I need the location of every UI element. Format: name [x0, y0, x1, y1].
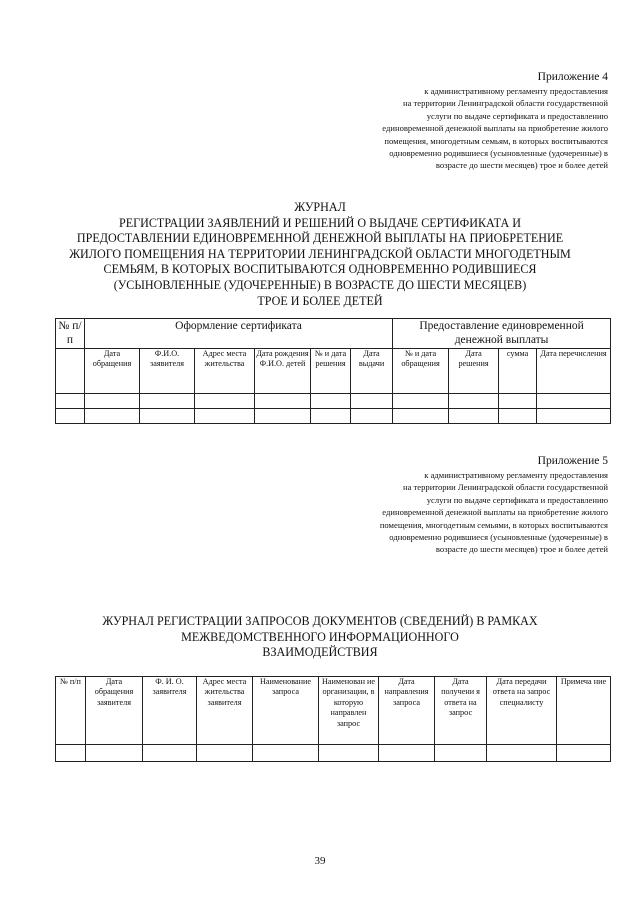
- appendix-4-line: возрасте до шести месяцев) трое и более детей: [435, 160, 608, 171]
- heading-line: ЖУРНАЛ: [294, 200, 346, 214]
- appendix-4-title: Приложение 4: [537, 71, 608, 83]
- subcol-header: Дата решения: [449, 349, 499, 394]
- page-number: 39: [314, 855, 326, 867]
- appendix-4-line: единовременной денежной выплаты на приобретение жилого: [382, 123, 608, 134]
- col-header: Ф. И. О. заявителя: [143, 677, 197, 745]
- appendix-4-line: к административному регламенту предоставления: [424, 86, 608, 96]
- journal-1-table: [55, 318, 611, 424]
- col-header: Наименован ие организации, в которую направлен запрос: [319, 677, 379, 745]
- subcol-header: Дата рождения Ф.И.О. детей: [255, 349, 311, 394]
- col-header: Адрес места жительства заявителя: [197, 677, 253, 745]
- heading-line: ПРЕДОСТАВЛЕНИИ ЕДИНОВРЕМЕННОЙ ДЕНЕЖНОЙ ВЫПЛАТЫ НА ПРИОБРЕТЕНИЕ: [76, 231, 564, 246]
- heading-line: ТРОЕ И БОЛЕЕ ДЕТЕЙ: [257, 293, 383, 308]
- appendix-4-line: помещения, многодетным семьям, в которых воспитываются: [384, 135, 608, 146]
- group-payment-header: Предоставление единовременной денежной выплаты: [393, 319, 611, 349]
- col-header: Дата направления запроса: [379, 677, 435, 745]
- col-header: Дата получени я ответа на запрос: [435, 677, 487, 745]
- journal-1-heading: [40, 200, 600, 309]
- appendix-5-header: [380, 454, 608, 556]
- appendix-5-line: помещения, многодетным семьями, в которых воспитываются: [379, 519, 608, 530]
- appendix-5-line: к административному регламенту предоставления: [424, 470, 608, 480]
- heading-line: ЖИЛОГО ПОМЕЩЕНИЯ НА ТЕРРИТОРИИ ЛЕНИНГРАДСКОЙ ОБЛАСТИ МНОГОДЕТНЫМ: [69, 246, 571, 261]
- col-header: Дата передачи ответа на запрос специалисту: [487, 677, 557, 745]
- heading-line: ВЗАИМОДЕЙСТВИЯ: [262, 645, 378, 660]
- appendix-5-line: на территории Ленинградской области государственной: [402, 482, 608, 493]
- appendix-5-line: единовременной денежной выплаты на приобретение жилого: [382, 507, 608, 518]
- subcol-header: Дата перечисления: [537, 349, 611, 394]
- col-header: Дата обращения заявителя: [86, 677, 143, 745]
- subcol-header: № и дата обращения: [393, 349, 449, 394]
- appendix-4-header: [382, 70, 608, 172]
- subcol-header: сумма: [499, 349, 537, 394]
- journal-2-table: [55, 676, 611, 762]
- heading-line: (УСЫНОВЛЕННЫЕ (УДОЧЕРЕННЫЕ) В ВОЗРАСТЕ ДО ШЕСТИ МЕСЯЦЕВ): [113, 277, 527, 292]
- table-row: [56, 394, 611, 409]
- subcol-header: Дата обращения: [85, 349, 140, 394]
- col-header: Наименование запроса: [253, 677, 319, 745]
- subcol-header: Ф.И.О. заявителя: [140, 349, 195, 394]
- journal-2-heading: [40, 614, 600, 661]
- group-certificate-header: Оформление сертификата: [85, 319, 393, 349]
- appendix-5-line: услуги по выдаче сертификата и предоставлению: [426, 494, 608, 505]
- empty-cell: [56, 349, 85, 394]
- appendix-4-line: одновременно родившиеся (усыновленные (удочеренные) в: [389, 148, 608, 159]
- heading-line: ЖУРНАЛ РЕГИСТРАЦИИ ЗАПРОСОВ ДОКУМЕНТОВ (СВЕДЕНИЙ) В РАМКАХ: [102, 614, 538, 628]
- subcol-header: Дата выдачи: [351, 349, 393, 394]
- heading-line: МЕЖВЕДОМСТВЕННОГО ИНФОРМАЦИОННОГО: [181, 629, 459, 644]
- subcol-header: Адрес места жительства: [195, 349, 255, 394]
- table-row: [56, 745, 611, 762]
- appendix-5-line: одновременно родившиеся (усыновленные (удочеренные) в: [389, 532, 608, 543]
- col-header: № п/п: [56, 677, 86, 745]
- table-row: [56, 409, 611, 424]
- appendix-5-title: Приложение 5: [537, 455, 608, 467]
- heading-line: СЕМЬЯМ, В КОТОРЫХ ВОСПИТЫВАЮТСЯ ОДНОВРЕМЕННО РОДИВШИЕСЯ: [103, 262, 537, 277]
- appendix-4-line: на территории Ленинградской области государственной: [402, 98, 608, 109]
- col-header: Примеча ние: [557, 677, 611, 745]
- heading-line: РЕГИСТРАЦИИ ЗАЯВЛЕНИЙ И РЕШЕНИЙ О ВЫДАЧЕ СЕРТИФИКАТА И: [119, 215, 521, 230]
- appendix-5-line: возрасте до шести месяцев) трое и более детей: [435, 544, 608, 555]
- appendix-4-line: услуги по выдаче сертификата и предоставлению: [426, 110, 608, 121]
- subcol-header: № и дата решения: [311, 349, 351, 394]
- col-number-header: № п/п: [56, 319, 85, 349]
